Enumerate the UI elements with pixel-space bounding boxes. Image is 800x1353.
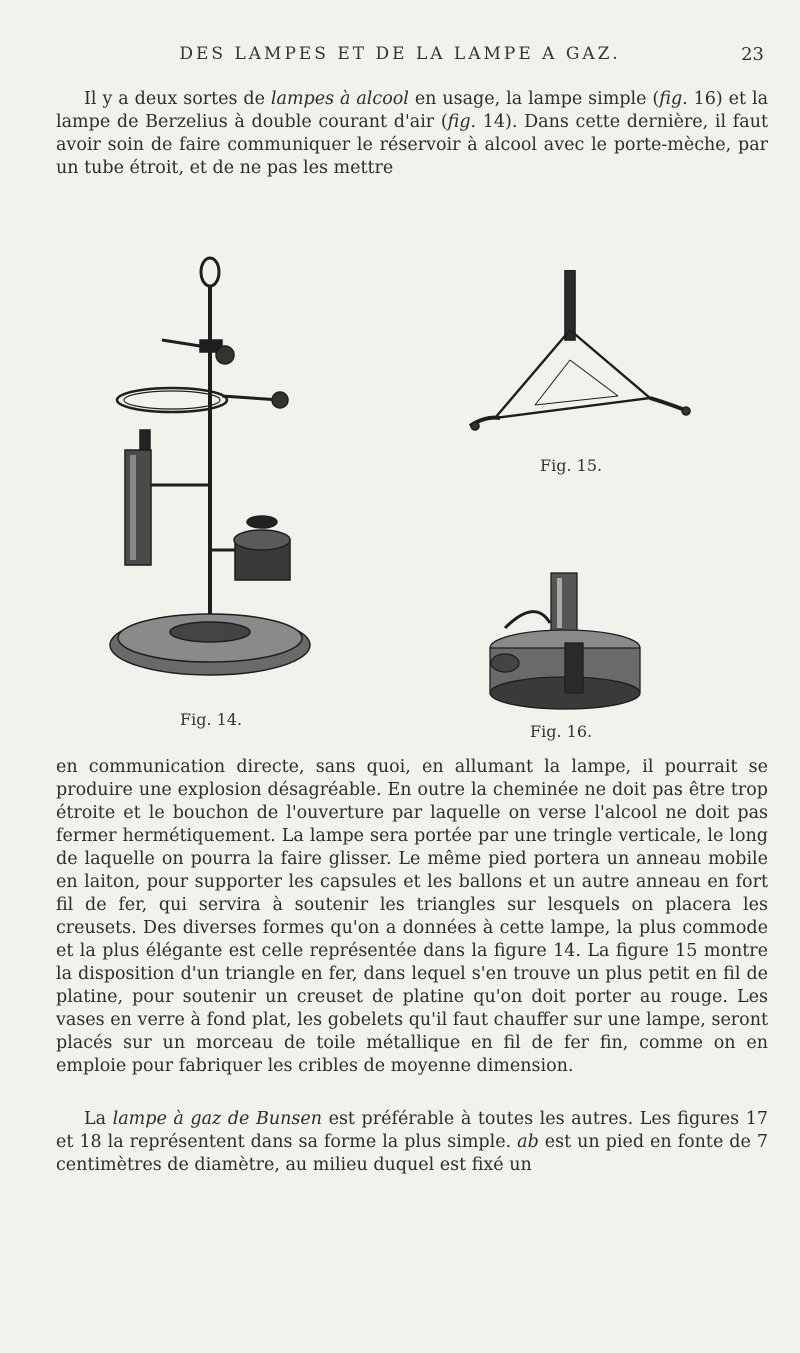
p1-fig-ref-1: fig. [659,89,688,109]
figure-14-berzelius-lamp [100,250,330,690]
figure-14-caption: Fig. 14. [180,710,243,729]
p1-text-e: 16) et la lampe de Berzelius à double courant d'air ( [56,89,769,132]
p1-text-g: 14). Dans cette dernière, il faut avoir soin de faire communiquer le réservoir à alcool avec le porte-mèche, par un tube étroit, et de ne pas les mettre [56,112,768,178]
p1-text-a: Il y a deux sortes de [84,89,271,109]
page-number: 23 [741,44,764,65]
figure-16-caption: Fig. 16. [530,722,593,741]
p1-fig-ref-2: fig. [447,112,477,132]
p3-text-a: La [84,1109,113,1129]
p1-term-lampes-alcool: lampes à alcool [270,89,409,109]
figure-16-simple-lamp [465,568,655,718]
p1-text-c: en usage, la lampe simple ( [408,89,660,109]
paragraph-2: en communication directe, sans quoi, en allumant la lampe, il pourrait se produire une explosion désagréable. En outre la cheminée ne doit pas être trop étroite et le bouchon de l'ouverture par laquelle on verse l'alcool ne doit pas fermer hermétiquement. La lampe sera portée par une tringle verticale, le long de laquelle on pourra la faire glisser. Le même pied portera un anneau mobile en laiton, pour supporter les capsules et les ballons et un autre anneau en fort fil de fer, qui servira à soutenir les triangles sur lesquels on placera les creusets. Des diverses formes qu'on a données à cette lampe, la plus commode et la plus élégante est celle représentée dans la figure 14. La figure 15 montre la disposition d'un triangle en fer, dans lequel s'en trouve un plus petit en fil de platine, pour soutenir un creuset de platine qu'on doit porter au rouge. Les vases en verre à fond plat, les gobelets qu'il faut chauffer sur une lampe, seront placés sur un morceau de toile métallique en fil de fer fin, comme on en emploie pour fabriquer les cribles de moyenne dimension. [56,757,768,1076]
p3-text-c: est préférable à toutes les autres. Les figures 17 et 18 la représentent dans sa forme la plus simple. [56,1109,768,1152]
p3-label-ab: ab [517,1132,539,1152]
p3-term-lampe-gaz-bunsen: lampe à gaz de Bunsen [112,1109,323,1129]
figure-15-triangle [450,270,700,440]
paragraph-1 [56,88,768,180]
figure-15-caption: Fig. 15. [540,456,603,475]
p3-text-e: est un pied en fonte de 7 centimètres de diamètre, au milieu duquel est fixé un [56,1132,768,1175]
paragraph-3 [56,1108,768,1177]
running-header: DES LAMPES ET DE LA LAMPE A GAZ. [179,44,621,64]
